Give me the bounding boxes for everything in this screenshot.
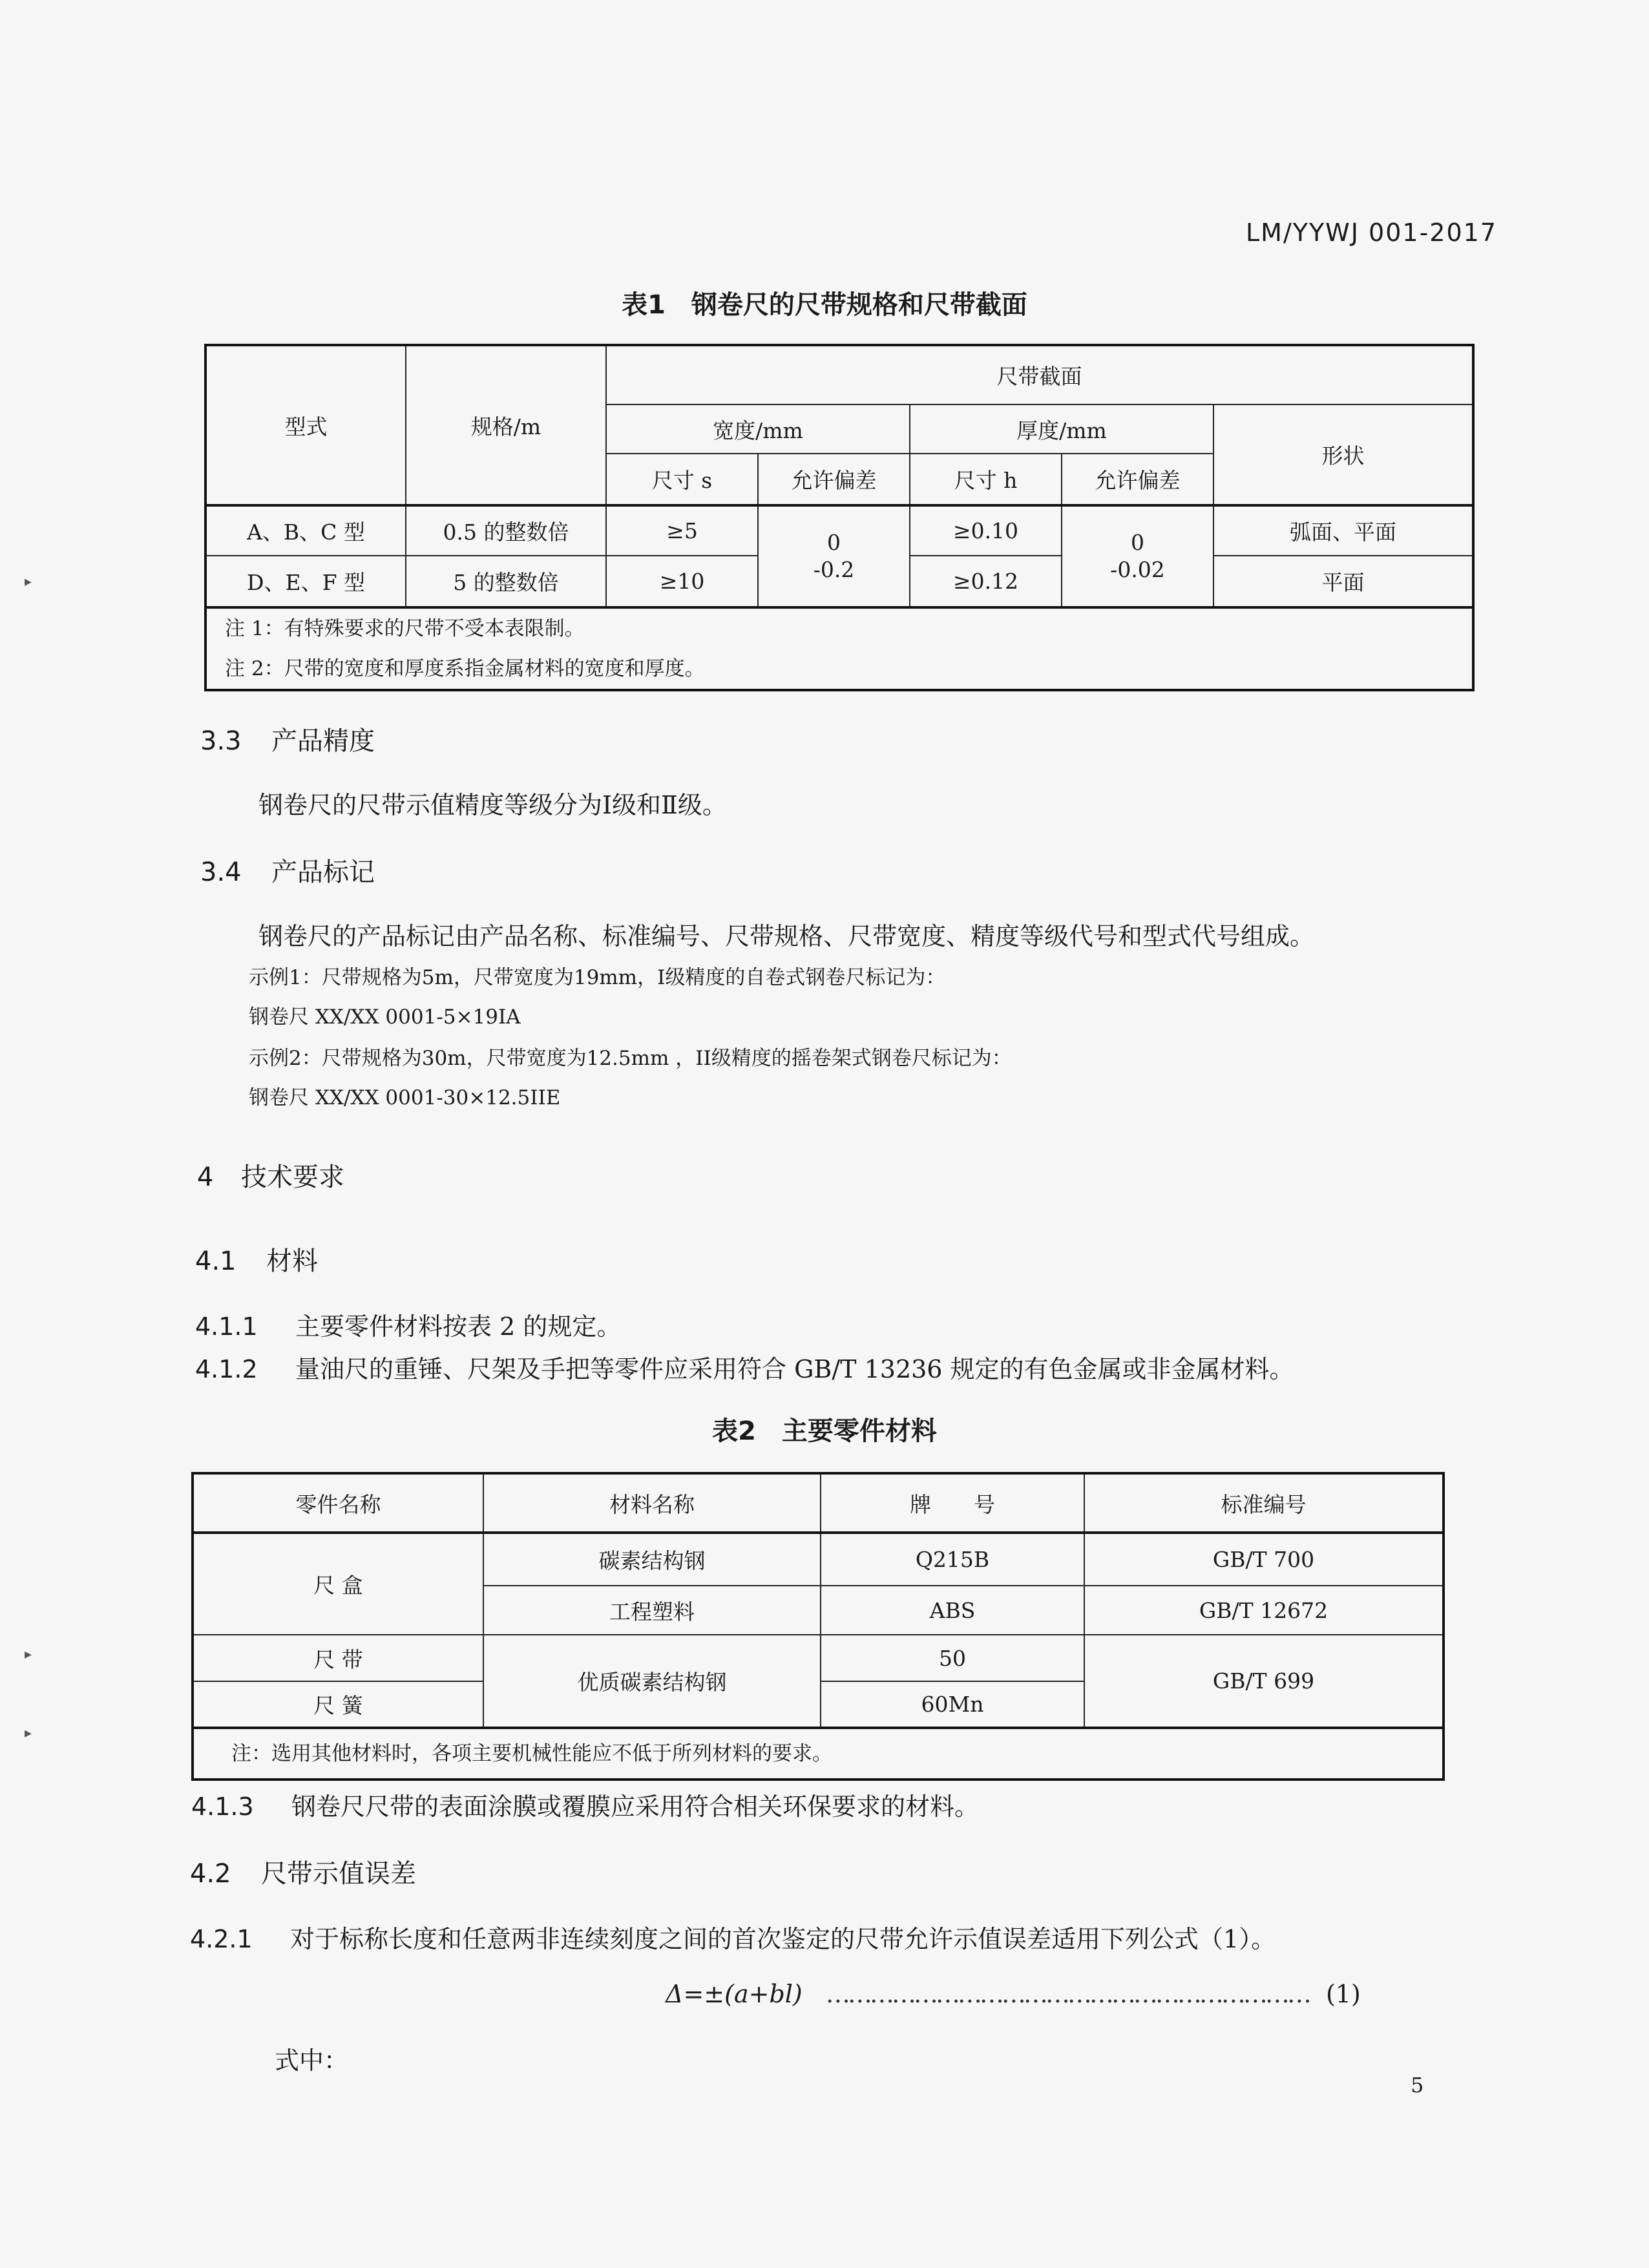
table1-cell-thickness-tolerance	[1062, 505, 1213, 607]
binding-mark: ▸	[25, 574, 32, 590]
example-2: 示例2：尺带规格为30m，尺带宽度为12.5mm ，II级精度的摇卷架式钢卷尺标记为：	[249, 1047, 1012, 1070]
section-number: 4.2.1	[190, 1925, 253, 1953]
table1-cell-thickness: ≥0.10	[910, 505, 1062, 556]
table2-header-material: 材料名称	[483, 1473, 821, 1533]
section-3-4-heading	[200, 852, 375, 888]
example-1-mark: 钢卷尺 XX/XX 0001-5×19IA	[249, 1005, 521, 1029]
table2-cell-material: 碳素结构钢	[483, 1533, 821, 1586]
table1-cell-type: D、E、F 型	[205, 556, 406, 607]
table1-notes	[205, 607, 1473, 690]
table1-cell-width: ≥10	[606, 556, 758, 607]
table1-cell-shape: 弧面、平面	[1213, 505, 1473, 556]
table1-header-size-h: 尺寸 h	[910, 454, 1062, 505]
document-code: LM/YYWJ 001-2017	[1246, 218, 1497, 247]
section-number: 4.1	[195, 1246, 236, 1276]
table1-cell-spec: 0.5 的整数倍	[406, 505, 606, 556]
example-1: 示例1：尺带规格为5m，尺带宽度为19mm，I级精度的自卷式钢卷尺标记为：	[249, 966, 946, 989]
table2-header-grade: 牌 号	[821, 1473, 1084, 1533]
formula-number: (1)	[1325, 1980, 1361, 2008]
section-title: 技术要求	[241, 1162, 344, 1192]
section-title: 材料	[266, 1246, 318, 1276]
table1-note-2: 注 2：尺带的宽度和厚度系指金属材料的宽度和厚度。	[225, 657, 705, 680]
table2-cell-standard: GB/T 12672	[1084, 1586, 1444, 1635]
where-label: 式中：	[275, 2046, 349, 2075]
section-number: 3.4	[200, 857, 242, 887]
table1-caption: 表1 钢卷尺的尺带规格和尺带截面	[622, 290, 1027, 320]
section-number: 3.3	[200, 726, 242, 756]
section-number: 4	[197, 1162, 214, 1192]
table1-header-section: 尺带截面	[606, 345, 1473, 404]
table2-cell-grade: Q215B	[821, 1533, 1084, 1586]
table1-cell-width: ≥5	[606, 505, 758, 556]
table2-cell-part: 尺 带	[193, 1635, 483, 1681]
section-number: 4.1.1	[195, 1312, 258, 1341]
section-3-4-body: 钢卷尺的产品标记由产品名称、标准编号、尺带规格、尺带宽度、精度等级代号和型式代号组成。	[258, 922, 1315, 950]
section-4-1-3	[191, 1787, 979, 1822]
section-4-1-1	[195, 1307, 621, 1342]
table1-cell-shape: 平面	[1213, 556, 1473, 607]
section-number: 4.2	[190, 1859, 231, 1889]
page-number: 5	[1411, 2073, 1424, 2097]
section-title: 尺带示值误差	[261, 1859, 416, 1889]
section-number: 4.1.2	[195, 1355, 258, 1383]
section-title: 产品精度	[271, 726, 375, 756]
table2-header-standard: 标准编号	[1084, 1473, 1444, 1533]
section-3-3-body: 钢卷尺的尺带示值精度等级分为Ⅰ级和Ⅱ级。	[258, 791, 727, 819]
table1-cell-type: A、B、C 型	[205, 505, 406, 556]
table2-note: 注：选用其他材料时，各项主要机械性能应不低于所列材料的要求。	[193, 1728, 1444, 1780]
formula-line	[666, 1980, 1361, 2008]
table1-header-thickness: 厚度/mm	[910, 404, 1213, 454]
section-body: 量油尺的重锤、尺架及手把等零件应采用符合 GB/T 13236 规定的有色金属或非金属材料。	[295, 1355, 1294, 1383]
table1-cell-width-tolerance	[758, 505, 910, 607]
table2-caption: 表2 主要零件材料	[712, 1416, 937, 1446]
section-3-3-heading	[200, 720, 375, 757]
section-number: 4.1.3	[191, 1792, 254, 1821]
formula-leader: …………………………………………………………	[825, 1980, 1309, 2008]
table1-header-width: 宽度/mm	[606, 404, 910, 454]
thick-tol-lower: -0.02	[1110, 557, 1165, 582]
table2-cell-part: 尺 簧	[193, 1681, 483, 1728]
section-body: 主要零件材料按表 2 的规定。	[295, 1312, 622, 1341]
section-4-2-1	[190, 1919, 1276, 1955]
table-row	[193, 1635, 1444, 1681]
section-4-1-2	[195, 1349, 1294, 1385]
section-4-1-heading	[195, 1241, 318, 1277]
table1-cell-thickness: ≥0.12	[910, 556, 1062, 607]
section-title: 产品标记	[271, 857, 375, 887]
table-row	[205, 505, 1473, 556]
table1-header-spec: 规格/m	[406, 345, 606, 505]
table1-header-tolerance-width: 允许偏差	[758, 454, 910, 505]
table1-header-shape: 形状	[1213, 404, 1473, 505]
width-tol-upper: 0	[827, 530, 841, 555]
table1-header-tolerance-thickness: 允许偏差	[1062, 454, 1213, 505]
table2	[191, 1472, 1445, 1781]
width-tol-lower: -0.2	[813, 557, 855, 582]
binding-mark: ▸	[25, 1646, 32, 1663]
table1-header-type: 型式	[205, 345, 406, 505]
table2-cell-grade: ABS	[821, 1586, 1084, 1635]
table1-cell-spec: 5 的整数倍	[406, 556, 606, 607]
thick-tol-upper: 0	[1131, 530, 1144, 555]
section-body: 对于标称长度和任意两非连续刻度之间的首次鉴定的尺带允许示值误差适用下列公式（1）。	[290, 1925, 1276, 1953]
table1-header-size-s: 尺寸 s	[606, 454, 758, 505]
table1-note-1: 注 1：有特殊要求的尺带不受本表限制。	[225, 617, 585, 640]
section-4-2-heading	[190, 1853, 416, 1890]
table2-header-part: 零件名称	[193, 1473, 483, 1533]
table2-cell-part: 尺 盒	[193, 1533, 483, 1635]
table1	[204, 344, 1475, 691]
section-4-heading	[197, 1157, 344, 1193]
table2-cell-material: 优质碳素结构钢	[483, 1635, 821, 1728]
section-body: 钢卷尺尺带的表面涂膜或覆膜应采用符合相关环保要求的材料。	[291, 1792, 980, 1821]
table2-cell-material: 工程塑料	[483, 1586, 821, 1635]
table2-cell-standard: GB/T 699	[1084, 1635, 1444, 1728]
binding-mark: ▸	[25, 1725, 32, 1741]
table2-cell-grade: 50	[821, 1635, 1084, 1681]
example-2-mark: 钢卷尺 XX/XX 0001-30×12.5IIE	[249, 1086, 561, 1109]
table-row	[193, 1533, 1444, 1586]
table2-cell-grade: 60Mn	[821, 1681, 1084, 1728]
table2-cell-standard: GB/T 700	[1084, 1533, 1444, 1586]
formula-expression: Δ=±(a+bl)	[666, 1980, 803, 2008]
